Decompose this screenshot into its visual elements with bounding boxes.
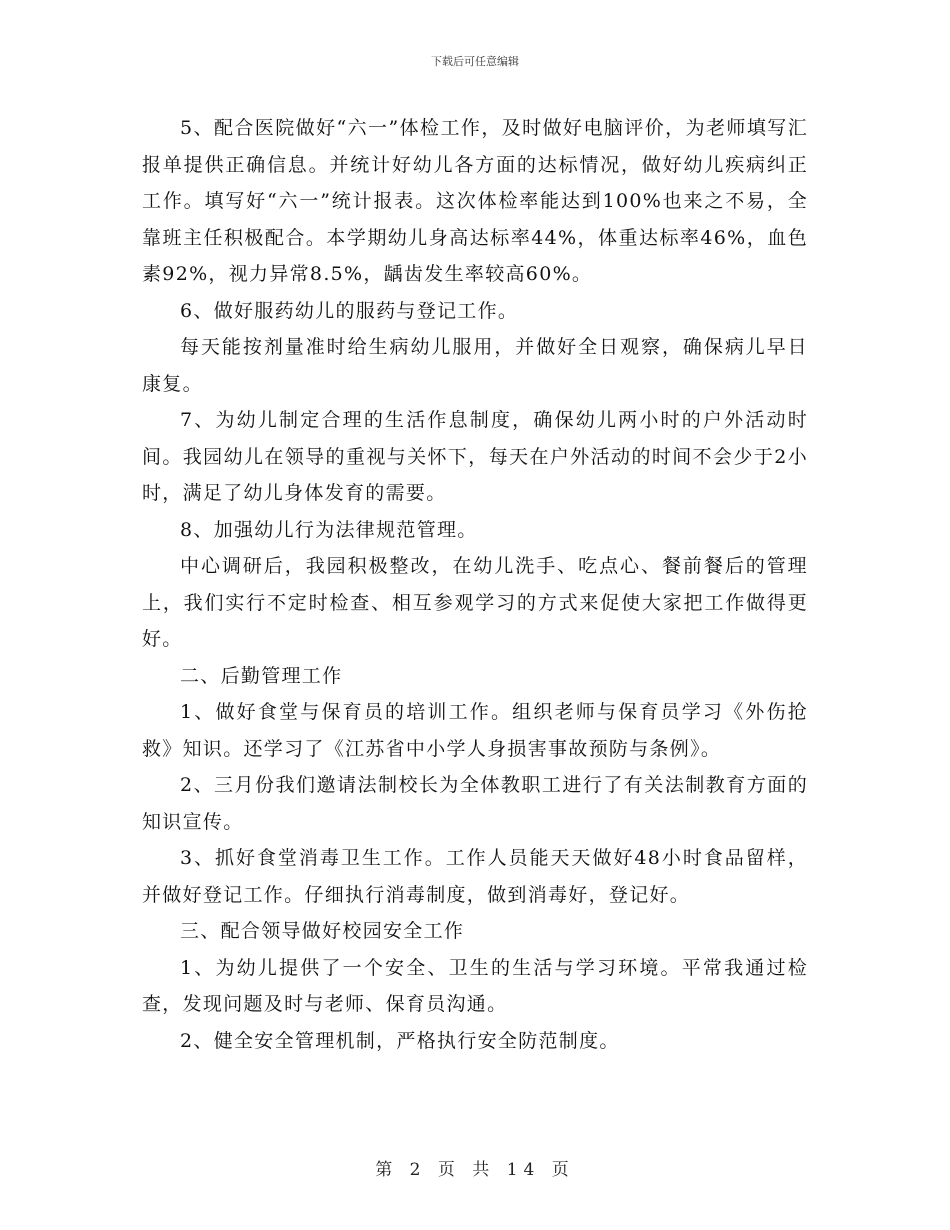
header-note: 下载后可任意编辑 xyxy=(431,55,519,68)
paragraph: 8、加强幼儿行为法律规范管理。 xyxy=(180,518,478,541)
section-heading: 三、配合领导做好校园安全工作 xyxy=(180,920,465,942)
paragraph: 2、健全安全管理机制，严格执行安全防范制度。 xyxy=(180,1029,620,1052)
paragraph: 1、做好食堂与保育员的培训工作。组织老师与保育员学习《外伤抢救》知识。还学习了《江苏省中小学人身损害事故预防与条例》。 xyxy=(142,701,808,760)
paragraph: 2、三月份我们邀请法制校长为全体教职工进行了有关法制教育方面的知识宣传。 xyxy=(142,774,808,833)
paragraph: 3、抓好食堂消毒卫生工作。工作人员能天天做好48小时食品留样，并做好登记工作。仔细执行消毒制度，做到消毒好，登记好。 xyxy=(142,847,808,906)
section-heading: 二、后勤管理工作 xyxy=(180,664,343,687)
page-number: 第 2 页 共 14 页 xyxy=(375,1160,575,1180)
paragraph: 7、为幼儿制定合理的生活作息制度，确保幼儿两小时的户外活动时间。我园幼儿在领导的重视与关怀下，每天在户外活动的时间不会少于2小时，满足了幼儿身体发育的需要。 xyxy=(142,409,808,504)
paragraph: 每天能按剂量准时给生病幼儿服用，并做好全日观察，确保病儿早日康复。 xyxy=(142,336,808,395)
document-body xyxy=(142,110,808,1059)
paragraph: 1、为幼儿提供了一个安全、卫生的生活与学习环境。平常我通过检查，发现问题及时与老师、保育员沟通。 xyxy=(142,956,808,1015)
paragraph: 中心调研后，我园积极整改，在幼儿洗手、吃点心、餐前餐后的管理上，我们实行不定时检查、相互参观学习的方式来促使大家把工作做得更好。 xyxy=(142,555,808,650)
paragraph: 5、配合医院做好“六一”体检工作，及时做好电脑评价，为老师填写汇报单提供正确信息。并统计好幼儿各方面的达标情况，做好幼儿疾病纠正工作。填写好“六一”统计报表。这次体检率能达到100%也来之不易，全靠班主任积极配合。本学期幼儿身高达标率44%，体重达标率46%，血色素92%，视力异常8.5%，龋齿发生率较高60%。 xyxy=(142,117,808,285)
paragraph: 6、做好服药幼儿的服药与登记工作。 xyxy=(180,299,519,322)
